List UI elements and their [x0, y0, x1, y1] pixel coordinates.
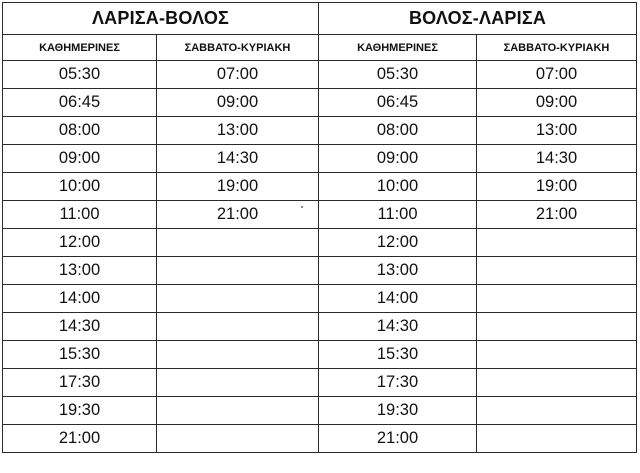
weekday-time-cell: 10:00 [319, 173, 477, 201]
table-row [3, 397, 637, 425]
weekday-time-cell: 09:00 [3, 145, 157, 173]
weekend-time-cell: 07:00 [157, 61, 319, 89]
weekday-header: ΚΑΘΗΜΕΡΙΝΕΣ [319, 35, 477, 61]
weekday-header: ΚΑΘΗΜΕΡΙΝΕΣ [3, 35, 157, 61]
weekend-time-cell [477, 425, 637, 453]
weekend-time-cell: 14:30 [477, 145, 637, 173]
weekday-time-cell: 12:00 [3, 229, 157, 257]
weekend-time-cell [157, 285, 319, 313]
weekend-time-cell [157, 257, 319, 285]
weekday-time-cell: 15:30 [3, 341, 157, 369]
weekend-time-cell: 13:00 [157, 117, 319, 145]
weekday-time-cell: 10:00 [3, 173, 157, 201]
table-row [3, 257, 637, 285]
weekend-time-cell [477, 369, 637, 397]
schedule-body [3, 61, 637, 453]
weekend-time-cell: 09:00 [477, 89, 637, 117]
weekday-time-cell: 14:00 [319, 285, 477, 313]
weekend-time-cell: 21:00 [477, 201, 637, 229]
weekday-time-cell: 11:00 [3, 201, 157, 229]
weekend-time-cell: 19:00 [477, 173, 637, 201]
weekend-time-cell: 09:00 [157, 89, 319, 117]
weekday-time-cell: 13:00 [319, 257, 477, 285]
weekday-time-cell: 17:30 [319, 369, 477, 397]
weekday-time-cell: 09:00 [319, 145, 477, 173]
bus-schedule-table [2, 2, 637, 453]
weekday-time-cell: 17:30 [3, 369, 157, 397]
table-row [3, 61, 637, 89]
table-row [3, 425, 637, 453]
table-row [3, 341, 637, 369]
weekday-time-cell: 14:00 [3, 285, 157, 313]
weekend-time-cell [157, 313, 319, 341]
weekday-time-cell: 21:00 [3, 425, 157, 453]
weekend-time-cell [477, 341, 637, 369]
weekend-header: ΣΑΒΒΑΤΟ-ΚΥΡΙΑΚΗ [477, 35, 637, 61]
weekend-time-cell: 13:00 [477, 117, 637, 145]
weekday-time-cell: 05:30 [319, 61, 477, 89]
weekend-header: ΣΑΒΒΑΤΟ-ΚΥΡΙΑΚΗ [157, 35, 319, 61]
weekday-time-cell: 15:30 [319, 341, 477, 369]
table-row [3, 117, 637, 145]
weekday-time-cell: 06:45 [319, 89, 477, 117]
weekend-time-cell [477, 313, 637, 341]
route-title-volos-larisa: ΒΟΛΟΣ-ΛΑΡΙΣΑ [319, 3, 637, 35]
table-row [3, 89, 637, 117]
weekend-time-cell: 07:00 [477, 61, 637, 89]
weekend-time-cell [157, 229, 319, 257]
weekday-time-cell: 08:00 [319, 117, 477, 145]
route-title-larisa-volos: ΛΑΡΙΣΑ-ΒΟΛΟΣ [3, 3, 319, 35]
weekend-time-cell [477, 285, 637, 313]
weekend-time-cell: 21:00 [157, 201, 319, 229]
weekday-time-cell: 12:00 [319, 229, 477, 257]
weekend-time-cell [157, 341, 319, 369]
weekday-time-cell: 19:30 [319, 397, 477, 425]
weekday-time-cell: 08:00 [3, 117, 157, 145]
scan-speck [301, 206, 303, 208]
table-row [3, 285, 637, 313]
weekend-time-cell [477, 229, 637, 257]
weekend-time-cell: 14:30 [157, 145, 319, 173]
table-row [3, 229, 637, 257]
weekday-time-cell: 11:00 [319, 201, 477, 229]
route-title-row [3, 3, 637, 35]
table-row [3, 145, 637, 173]
table-row [3, 201, 637, 229]
weekday-time-cell: 13:00 [3, 257, 157, 285]
weekend-time-cell [477, 257, 637, 285]
weekday-time-cell: 06:45 [3, 89, 157, 117]
weekend-time-cell [157, 425, 319, 453]
table-row [3, 369, 637, 397]
table-row [3, 313, 637, 341]
weekday-time-cell: 05:30 [3, 61, 157, 89]
weekend-time-cell [157, 397, 319, 425]
weekend-time-cell [477, 397, 637, 425]
weekday-time-cell: 14:30 [319, 313, 477, 341]
column-header-row [3, 35, 637, 61]
weekday-time-cell: 19:30 [3, 397, 157, 425]
weekday-time-cell: 14:30 [3, 313, 157, 341]
weekend-time-cell [157, 369, 319, 397]
weekday-time-cell: 21:00 [319, 425, 477, 453]
table-row [3, 173, 637, 201]
weekend-time-cell: 19:00 [157, 173, 319, 201]
